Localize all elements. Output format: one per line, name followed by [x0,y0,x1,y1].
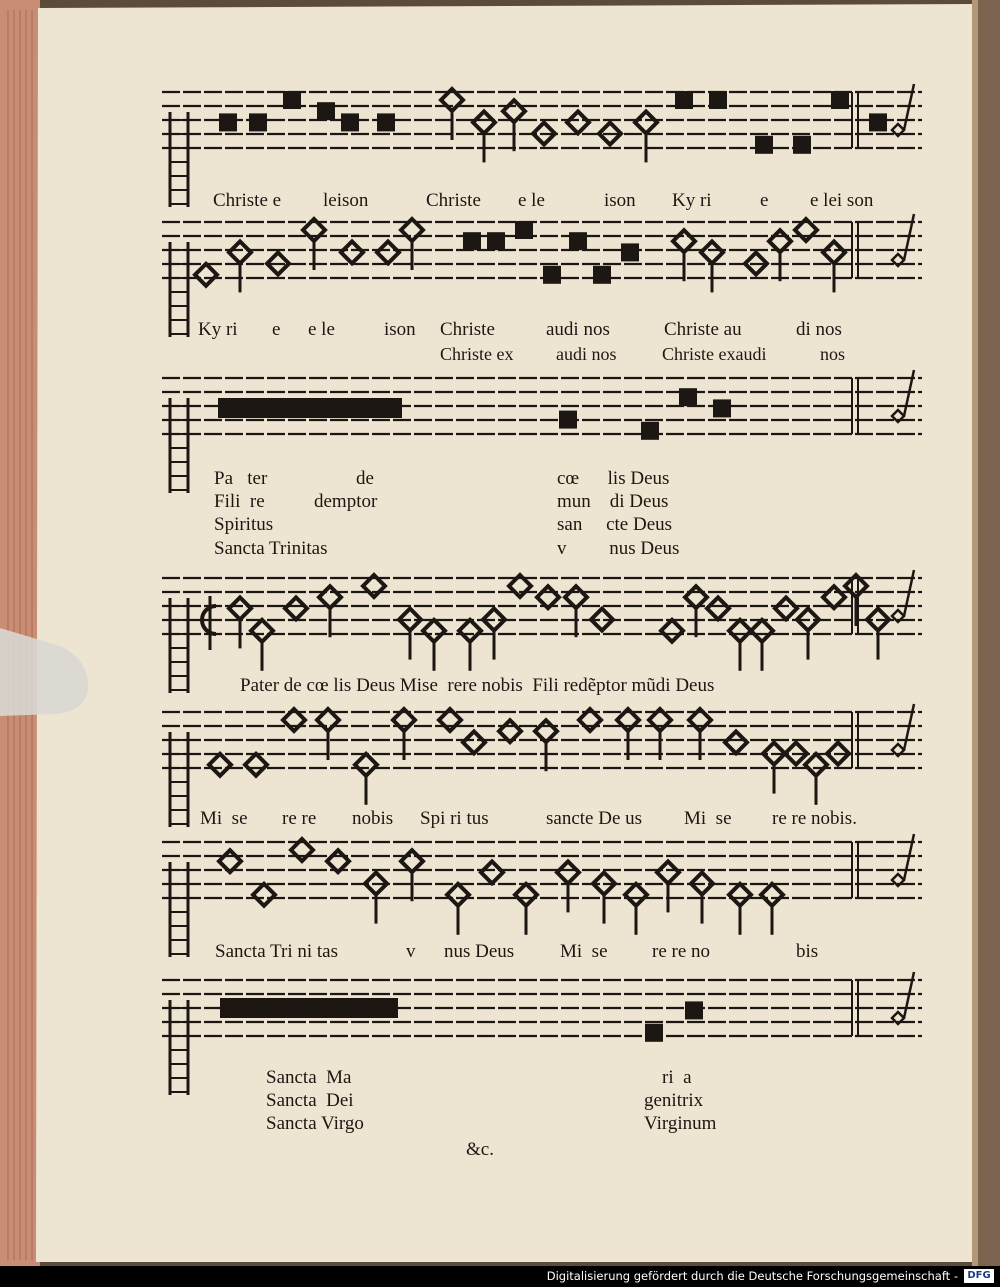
lyric-syllable: Sancta Virgo [266,1113,364,1134]
note-square [621,243,639,261]
lyric-syllable: cœ lis Deus [557,468,670,489]
lyric-syllable: nus Deus [444,941,515,962]
note-square [463,232,481,250]
note-square [543,266,561,284]
lyric-syllable: Christe au [664,319,742,340]
note-square [219,113,237,131]
lyric-line: Pater de cœ lis Deus Mise rere nobis Fili redẽptor mũdi Deus [240,675,715,696]
lyric-syllable: ri a [662,1067,692,1088]
note-square [283,91,301,109]
lyric-syllable: Spi ri tus [420,808,489,829]
lyric-syllable: di nos [796,319,842,340]
lyric-syllable: nobis [352,808,394,829]
note-square [755,136,773,154]
digitization-footer [0,1266,1000,1287]
reciting-bar [218,398,402,418]
note-square [341,113,359,131]
lyric-syllable: re re [282,808,317,829]
lyric-syllable: bis [796,941,819,962]
lyric-syllable: mun di Deus [557,491,669,512]
note-square [249,113,267,131]
lyric-syllable: e [760,190,769,211]
lyric-syllable: re re no [652,941,711,962]
lyric-syllable: e lei son [810,190,874,211]
lyric-syllable: e le [308,319,335,340]
footer-text: Digitalisierung gefördert durch die Deutsche Forschungsgemeinschaft - [546,1269,958,1283]
lyric-syllable: Sancta Ma [266,1067,352,1088]
lyric-syllable: Christe exaudi [662,344,767,364]
lyric-syllable: audi nos [556,344,617,364]
lyric-syllable: v [406,941,416,962]
lyric-syllable: Mi se [684,808,732,829]
lyric-syllable: Christe [440,319,495,340]
lyric-syllable: Ky ri [198,319,238,340]
lyric-syllable: Christe [426,190,481,211]
lyric-syllable: ison [604,190,636,211]
note-square [675,91,693,109]
lyric-syllable: Mi se [200,808,248,829]
lyric-syllable: Sancta Dei [266,1090,354,1111]
note-square [793,136,811,154]
note-square [713,399,731,417]
note-square [709,91,727,109]
note-square [487,232,505,250]
lyric-syllable: audi nos [546,319,610,340]
etc-mark: &c. [466,1139,494,1160]
lyric-syllable: demptor [314,491,378,512]
lyric-syllable: Pa ter [214,468,268,489]
lyric-syllable: e [272,319,281,340]
lyric-syllable: sancte De us [546,808,643,829]
lyric-syllable: v nus Deus [557,538,680,559]
note-square [377,113,395,131]
lyric-syllable: Sancta Tri ni tas [215,941,338,962]
note-square [559,411,577,429]
note-square [685,1001,703,1019]
note-square [869,113,887,131]
note-square [317,102,335,120]
note-square [679,388,697,406]
lyric-syllable: san cte Deus [557,514,673,535]
lyric-syllable: Christe e [213,190,282,211]
lyric-syllable: Ky ri [672,190,712,211]
lyric-syllable: Mi se [560,941,608,962]
note-square [641,422,659,440]
note-square [593,266,611,284]
lyric-syllable: nos [820,344,846,364]
note-square [515,221,533,239]
lyric-syllable: Sancta Trinitas [214,538,328,559]
note-square [645,1024,663,1042]
note-square [831,91,849,109]
note-square [569,232,587,250]
lyric-syllable: e le [518,190,545,211]
lyric-syllable: ison [384,319,416,340]
lyric-syllable: Spiritus [214,514,274,535]
lyric-syllable: Virginum [644,1113,717,1134]
lyric-syllable: re re nobis. [772,808,857,829]
lyric-syllable: leison [323,190,369,211]
lyric-syllable: Fili re [214,491,265,512]
dfg-logo: DFG [964,1269,994,1283]
lyric-syllable: genitrix [644,1090,704,1111]
lyric-syllable: Christe ex [440,344,514,364]
lyric-syllable: de [356,468,374,489]
reciting-bar [220,998,398,1018]
